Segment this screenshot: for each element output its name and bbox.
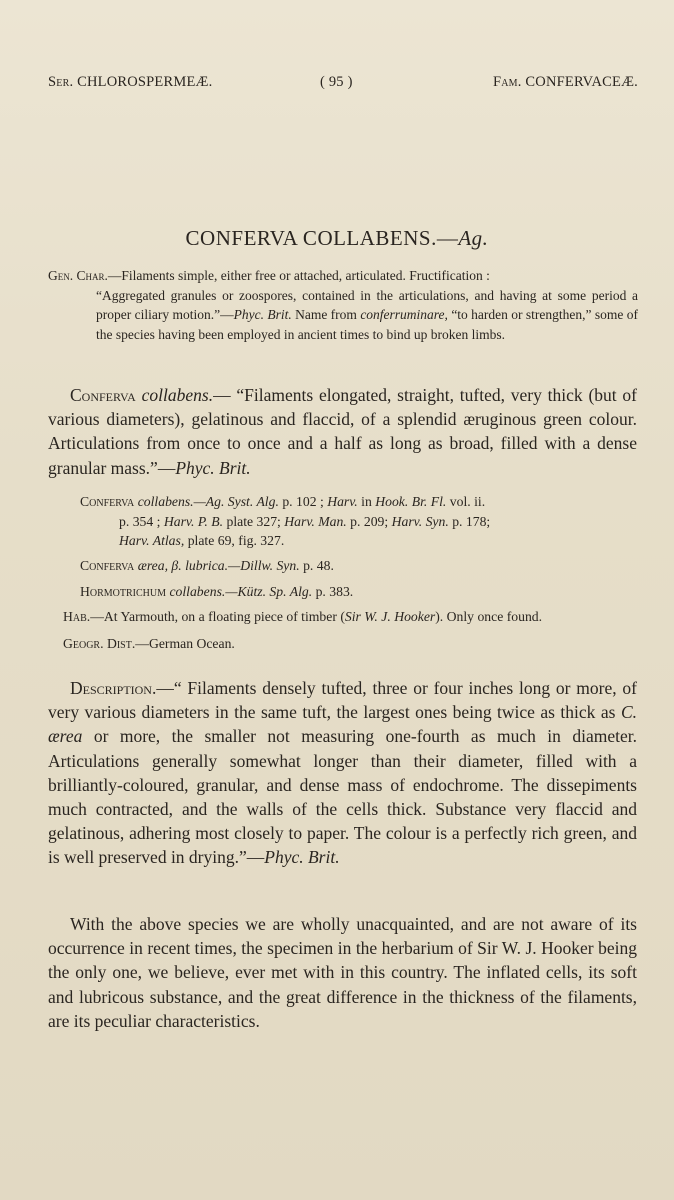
- gen-char-text: “Aggregated granules or zoospores, contained in the articulations, and having at some period a proper ciliary motion.”—Phyc. Brit. Name from conferruminare, “to harden or strengthen,” some of the species having been employed in ancient times to bind up broken limbs.: [96, 287, 639, 342]
- title-main: CONFERVA COLLABENS.—: [185, 226, 459, 250]
- remarks-paragraph: With the above species we are wholly unacquainted, and are not aware of its occurrence in recent times, the specimen in the herbarium of Sir W. J. Hooker being the only one, we believe, ever met with in this country. The inflated cells, its soft and lubricous substance, and the great difference in the thickness of the filaments, are its peculiar characteristics.: [48, 914, 637, 1031]
- habitat: Hab.—At Yarmouth, on a floating piece of timber (Sir W. J. Hooker). Only once found.: [63, 609, 543, 624]
- species-genus: Conferva: [70, 385, 136, 405]
- geographic-distribution: Geogr. Dist.—German Ocean.: [63, 636, 235, 651]
- synonym-entry: Conferva collabens.—Ag. Syst. Alg. p. 102 ; Harv. in Hook. Br. Fl. vol. ii. p. 354 ; Harv. P. B. plate 327; Harv. Man. p. 209; Harv. Syn. p. 178; Harv. Atlas, plate 69, fig. 327.: [80, 494, 491, 548]
- species-description-paragraph: Conferva collabens.— “Filaments elongated, straight, tufted, very thick (but of various diameters), gelatinous and flaccid, of a splendid æruginous green colour. Articulations from once to once and a half as long as broad, filled with a dense granular mass.”—Phyc. Brit.: [48, 385, 638, 478]
- synonym-entry: Conferva ærea, β. lubrica.—Dillw. Syn. p. 48.: [80, 558, 334, 573]
- description-label: Description.: [70, 678, 157, 698]
- title-author: Ag.: [458, 226, 489, 250]
- species-title: [0, 226, 674, 251]
- header-family: Fam. CONFERVACEÆ.: [493, 74, 638, 90]
- description-paragraph: Description.—“ Filaments densely tufted, three or four inches long or more, of very various diameters in the same tuft, the largest ones being twice as thick as C. ærea or more, the smaller not measuring one-fourth as much in diameter. Articulations generally somewhat longer than their diameter, filled with a brilliantly-coloured, granular, and dense mass of endochrome. The dissepiments much contracted, and the walls of the cells thick. Substance very flaccid and gelatinous, adhering most closely to paper. The colour is a perfectly rich green, and is well preserved in drying.”—Phyc. Brit.: [48, 678, 637, 868]
- header-series: Ser. CHLOROSPERMEÆ.: [48, 74, 213, 90]
- page-number: ( 95 ): [320, 74, 353, 90]
- synonym-entry: Hormotrichum collabens.—Kütz. Sp. Alg. p. 383.: [80, 584, 354, 599]
- gen-char-label: Gen. Char.: [48, 268, 108, 283]
- species-epithet: collabens.: [141, 385, 214, 405]
- generic-character: Gen. Char.—Filaments simple, either free or attached, articulated. Fructification : “Aggregated granules or zoospores, contained in the articulations, and having at some period a proper ciliary motion.”—Phyc. Brit. Name from conferruminare, “to harden or strengthen,” some of the species having been employed in ancient times to bind up broken limbs.: [48, 266, 638, 344]
- geography-label: Geogr. Dist.: [63, 636, 136, 651]
- habitat-label: Hab.: [63, 609, 91, 624]
